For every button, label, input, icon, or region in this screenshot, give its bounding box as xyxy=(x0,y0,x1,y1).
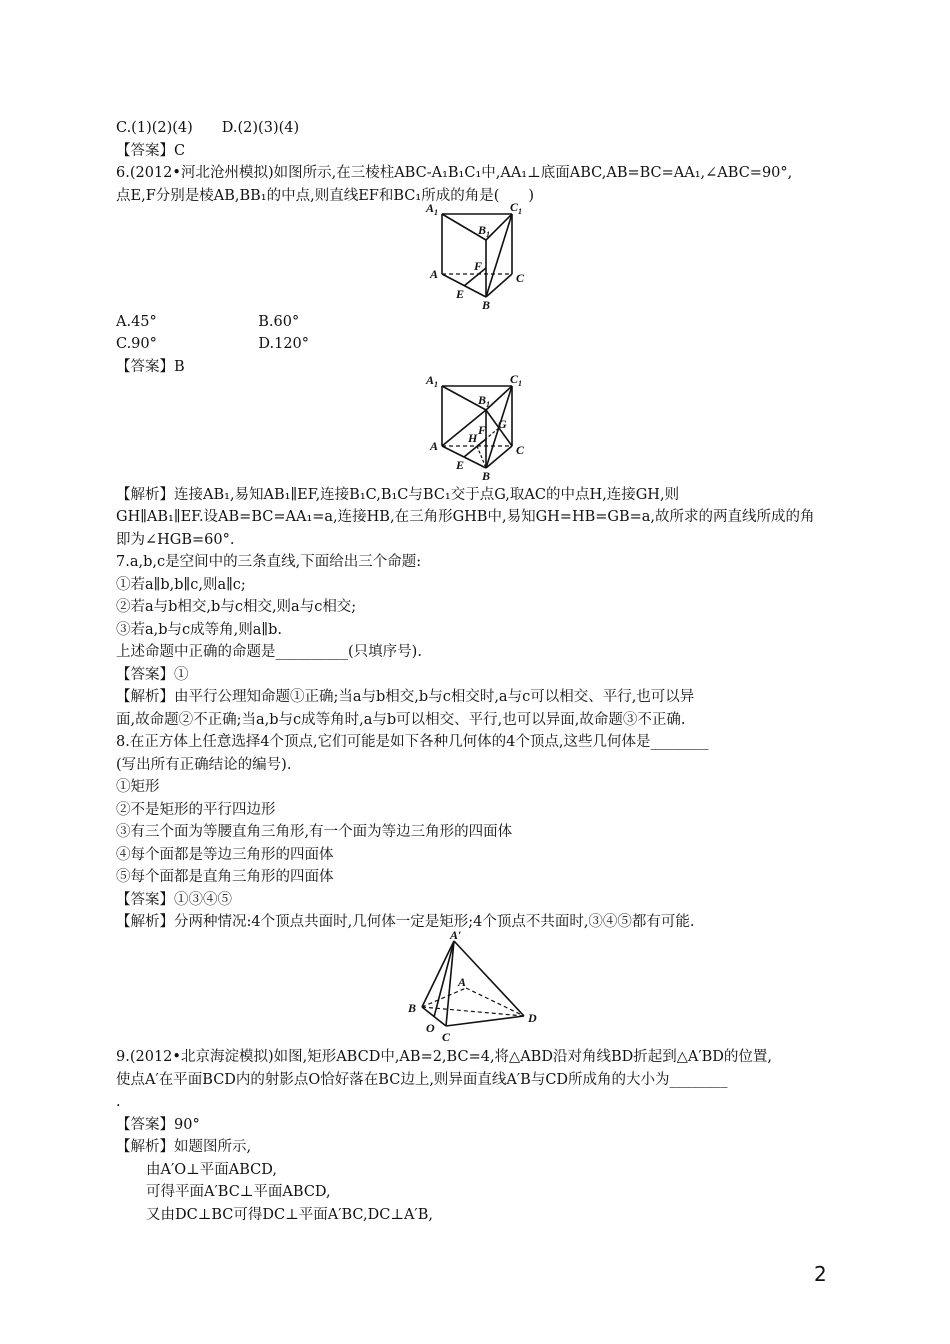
text-line: 点E,F分别是棱AB,BB₁的中点,则直线EF和BC₁所成的角是( ) xyxy=(116,188,535,204)
text-line: ①矩形 xyxy=(116,779,160,795)
vertex-label: B xyxy=(482,469,491,482)
vertex-label: 1 xyxy=(434,208,438,217)
vertex-label: O xyxy=(426,1021,435,1035)
vertex-label: C xyxy=(510,372,519,386)
vertex-label: B xyxy=(408,1001,417,1015)
vertex-label: D xyxy=(528,1011,537,1025)
vertex-label: C xyxy=(516,443,525,457)
text-line: 8.在正方体上任意选择4个顶点,它们可能是如下各种几何体的4个顶点,这些几何体是________ xyxy=(116,734,709,750)
text-line: GH∥AB₁∥EF.设AB=BC=AA₁=a,连接HB,在三角形GHB中,易知GH=HB=GB=a,故所求的两直线所成的角 xyxy=(116,509,815,525)
vertex-label: F xyxy=(478,423,487,437)
text-line: 【答案】C xyxy=(116,143,186,159)
vertex-label: 1 xyxy=(518,207,522,216)
text-line: 6.(2012•河北沧州模拟)如图所示,在三棱柱ABC-A₁B₁C₁中,AA₁⊥底面ABC,AB=BC=AA₁,∠ABC=90°, xyxy=(116,165,793,181)
vertex-label: E xyxy=(456,287,465,301)
text-line: C.(1)(2)(4) D.(2)(3)(4) xyxy=(116,120,300,136)
vertex-label: H xyxy=(468,431,478,445)
vertex-label: C xyxy=(516,271,525,285)
text-line: 【解析】由平行公理知命题①正确;当a与b相交,b与c相交时,a与c可以相交、平行,也可以异 xyxy=(116,689,695,705)
text-line: ②不是矩形的平行四边形 xyxy=(116,802,276,818)
text-line: 又由DC⊥BC可得DC⊥平面A′BC,DC⊥A′B, xyxy=(146,1207,433,1223)
text-line: 【答案】① xyxy=(116,667,189,683)
text-line: C.90° D.120° xyxy=(116,336,310,352)
vertex-label: A xyxy=(426,373,435,387)
vertex-label: G xyxy=(498,417,507,431)
text-line: 【答案】90° xyxy=(116,1117,200,1133)
vertex-label: E xyxy=(456,458,465,472)
text-line: ①若a∥b,b∥c,则a∥c; xyxy=(116,577,246,593)
text-line: 面,故命题②不正确;当a,b与c成等角时,a与b可以相交、平行,也可以异面,故命题③不正确. xyxy=(116,712,686,728)
vertex-label: F xyxy=(474,259,483,273)
folded-rectangle-figure xyxy=(404,928,554,1050)
prism-figure xyxy=(420,200,530,316)
text-line: 9.(2012•北京海淀模拟)如图,矩形ABCD中,AB=2,BC=4,将△ABD沿对角线BD折起到△A′BD的位置, xyxy=(116,1049,773,1065)
text-line: 由A′O⊥平面ABCD, xyxy=(146,1162,277,1178)
prism-solution-figure xyxy=(420,370,530,486)
vertex-label: 1 xyxy=(518,379,522,388)
vertex-label: B xyxy=(478,223,487,237)
vertex-label: C xyxy=(442,1030,451,1044)
text-line: 【解析】连接AB₁,易知AB₁∥EF,连接B₁C,B₁C与BC₁交于点G,取AC的中点H,连接GH,则 xyxy=(116,487,680,503)
vertex-label: B xyxy=(478,393,487,407)
text-line: 7.a,b,c是空间中的三条直线,下面给出三个命题: xyxy=(116,554,422,570)
vertex-label: C xyxy=(510,200,519,214)
vertex-label: 1 xyxy=(486,400,490,409)
text-line: ②若a与b相交,b与c相交,则a与c相交; xyxy=(116,599,357,615)
vertex-label: 1 xyxy=(486,230,490,239)
text-line: 即为∠HGB=60°. xyxy=(116,532,235,548)
text-line: A.45° B.60° xyxy=(116,314,300,330)
vertex-label: 1 xyxy=(434,380,438,389)
text-line: 【解析】分两种情况:4个顶点共面时,几何体一定是矩形;4个顶点不共面时,③④⑤都有可能. xyxy=(116,914,695,930)
text-line: ③有三个面为等腰直角三角形,有一个面为等边三角形的四面体 xyxy=(116,824,513,840)
text-line: ④每个面都是等边三角形的四面体 xyxy=(116,847,334,863)
vertex-label: A xyxy=(458,975,467,989)
text-line: 【答案】①③④⑤ xyxy=(116,892,232,908)
text-line: 可得平面A′BC⊥平面ABCD, xyxy=(146,1184,331,1200)
vertex-label: A xyxy=(430,267,439,281)
text-line: (写出所有正确结论的编号). xyxy=(116,757,292,773)
text-line: 使点A′在平面BCD内的射影点O恰好落在BC边上,则异面直线A′B与CD所成角的大小为________ xyxy=(116,1072,728,1088)
text-line: ③若a,b与c成等角,则a∥b. xyxy=(116,622,282,638)
text-line: 上述命题中正确的命题是__________(只填序号). xyxy=(116,644,422,660)
page-number: 2 xyxy=(814,1262,827,1286)
text-line: 【答案】B xyxy=(116,359,185,375)
text-line: ⑤每个面都是直角三角形的四面体 xyxy=(116,869,334,885)
vertex-label: B xyxy=(482,298,491,312)
text-line: . xyxy=(116,1094,121,1110)
vertex-label: A xyxy=(426,201,435,215)
vertex-label: A′ xyxy=(450,928,462,942)
text-line: 【解析】如题图所示, xyxy=(116,1139,252,1155)
vertex-label: A xyxy=(430,439,439,453)
